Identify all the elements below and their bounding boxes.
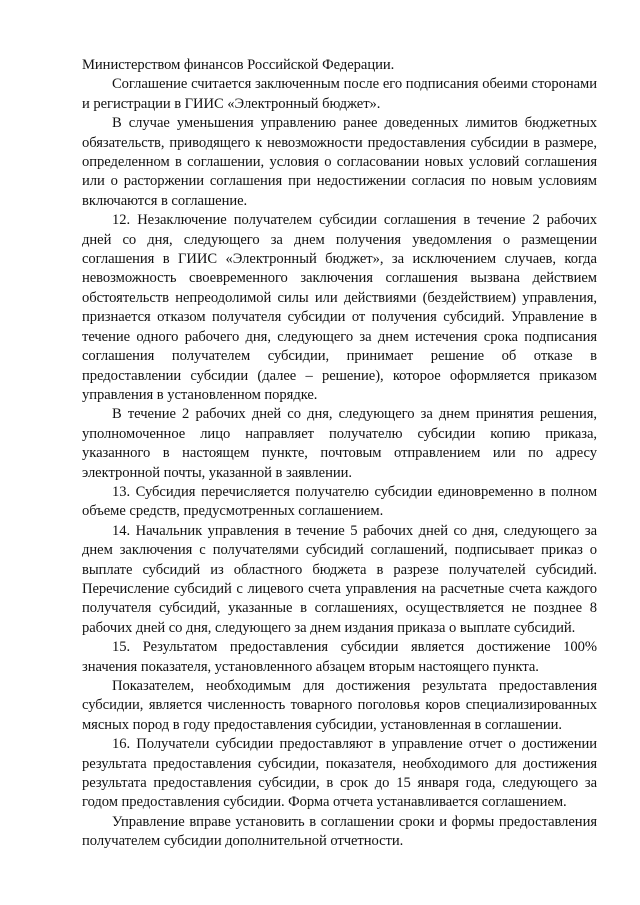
paragraph-limits-reduction: В случае уменьшения управлению ранее доведенных лимитов бюджетных обязательств, приводящего к невозможности предоставления субсидии в размере, определенном в соглашении, условия о согласовании новых условий соглашения или о расторжении соглашения при недостижении согласия по новым условиям включаются в соглашение. xyxy=(82,115,597,209)
paragraph-agreement-concluded: Соглашение считается заключенным после его подписания обеими сторонами и регистрации в ГИИС «Электронный бюджет». xyxy=(82,76,597,112)
paragraph-clause-12: 12. Незаключение получателем субсидии соглашения в течение 2 рабочих дней со дня, следующего за днем получения уведомления о размещении соглашения в ГИИС «Электронный бюджет», за исключением случаев, когда невозможность своевременного заключения соглашения вызвана действием обстоятельств непреодолимой силы или действиями (бездействием) управления, признается отказом получателя субсидии от получения субсидий. Управление в течение одного рабочего дня, следующего за днем истечения срока подписания соглашения получателем субсидии, принимает решение об отказе в предоставлении субсидии (далее – решение), которое оформляется приказом управления в установленном порядке. xyxy=(82,212,597,403)
paragraph-additional-reporting: Управление вправе установить в соглашении сроки и формы предоставления получателем субсидии дополнительной отчетности. xyxy=(82,813,597,850)
document-page xyxy=(82,56,597,852)
paragraph-clause-14: 14. Начальник управления в течение 5 рабочих дней со дня, следующего за днем заключения с получателями субсидий соглашений, подписывает приказ о выплате субсидий из областного бюджета в разрезе получателей субсидий. Перечисление субсидий с лицевого счета управления на расчетные счета каждого получателя субсидий, указанные в соглашениях, осуществляется не позднее 8 рабочих дней со дня, следующего за днем издания приказа о выплате субсидий. xyxy=(82,522,597,636)
paragraph-clause-15: 15. Результатом предоставления субсидии является достижение 100% значения показателя, установленного абзацем вторым настоящего пункта. xyxy=(82,639,597,675)
paragraph-continuation: Министерством финансов Российской Федерации. xyxy=(82,57,395,73)
paragraph-clause-13: 13. Субсидия перечисляется получателю субсидии единовременно в полном объеме средств, предусмотренных соглашением. xyxy=(82,483,597,520)
paragraph-decision-notification: В течение 2 рабочих дней со дня, следующего за днем принятия решения, уполномоченное лицо направляет получателю субсидии копию приказа, указанного в настоящем пункте, почтовым отправлением или по адресу электронной почты, указанной в заявлении. xyxy=(82,406,597,481)
paragraph-clause-16: 16. Получатели субсидии предоставляют в управление отчет о достижении результата предоставления субсидии, показателя, необходимого для достижения результата предоставления субсидии, в срок до 15 января года, следующего за годом предоставления субсидии. Форма отчета устанавливается соглашением. xyxy=(82,736,597,811)
paragraph-indicator: Показателем, необходимым для достижения результата предоставления субсидии, является численность товарного поголовья коров специализированных мясных пород в году предоставления субсидии, установленная в соглашении. xyxy=(82,678,597,733)
